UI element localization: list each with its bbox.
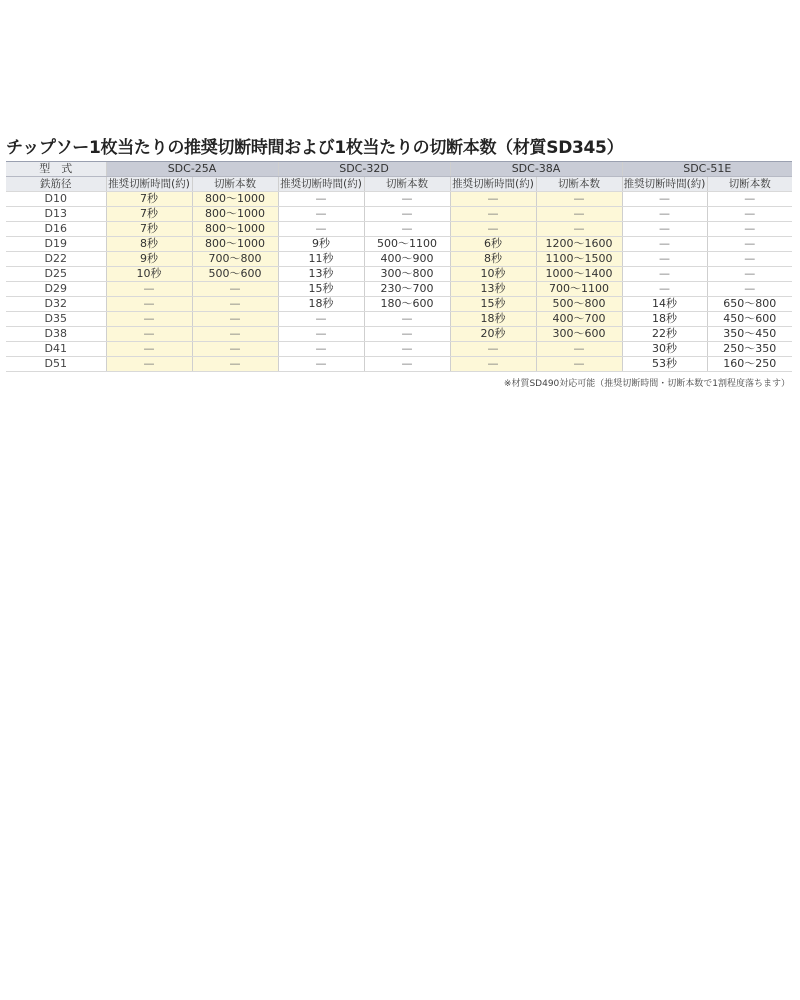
cutting-time-cell: — (106, 342, 192, 357)
cut-count-cell: — (536, 222, 622, 237)
cut-count-cell: — (707, 207, 792, 222)
cut-count-cell: 800～1000 (192, 192, 278, 207)
cut-count-cell: — (707, 237, 792, 252)
cutting-time-cell: 10秒 (450, 267, 536, 282)
cutting-time-cell: — (106, 282, 192, 297)
model-header-sdc-25a: SDC-25A (106, 162, 278, 177)
cut-count-cell: — (364, 192, 450, 207)
type-label: 型 式 (6, 162, 106, 177)
diameter-label: 鉄筋径 (6, 177, 106, 192)
cutting-time-cell: 8秒 (106, 237, 192, 252)
table-row (6, 252, 792, 267)
rebar-diameter-cell: D29 (6, 282, 106, 297)
cutting-time-cell: — (450, 357, 536, 372)
cutting-time-cell: 15秒 (450, 297, 536, 312)
rebar-diameter-cell: D32 (6, 297, 106, 312)
cut-count-cell: — (707, 192, 792, 207)
table-row (6, 327, 792, 342)
cutting-time-cell: — (106, 357, 192, 372)
material-note: ※材質SD490対応可能（推奨切断時間・切断本数で1割程度落ちます） (503, 379, 790, 389)
cut-count-cell: — (707, 282, 792, 297)
table-row (6, 237, 792, 252)
cut-count-cell: — (364, 357, 450, 372)
cut-count-cell: — (192, 282, 278, 297)
count-header: 切断本数 (536, 177, 622, 192)
cutting-spec-table (6, 161, 792, 372)
cut-count-cell: — (192, 312, 278, 327)
cut-count-cell: 500～800 (536, 297, 622, 312)
rebar-diameter-cell: D16 (6, 222, 106, 237)
cut-count-cell: 650～800 (707, 297, 792, 312)
cut-count-cell: — (707, 222, 792, 237)
cutting-time-cell: — (622, 237, 707, 252)
cut-count-cell: 800～1000 (192, 237, 278, 252)
cut-count-cell: 700～1100 (536, 282, 622, 297)
cut-count-cell: 500～1100 (364, 237, 450, 252)
cut-count-cell: 160～250 (707, 357, 792, 372)
cut-count-cell: 700～800 (192, 252, 278, 267)
cut-count-cell: 250～350 (707, 342, 792, 357)
cutting-time-cell: 18秒 (278, 297, 364, 312)
cutting-time-cell: 18秒 (622, 312, 707, 327)
cutting-time-cell: 7秒 (106, 222, 192, 237)
cut-count-cell: 230～700 (364, 282, 450, 297)
table-row (6, 297, 792, 312)
cut-count-cell: 300～800 (364, 267, 450, 282)
table-row (6, 192, 792, 207)
table-row (6, 357, 792, 372)
cutting-time-cell: 7秒 (106, 192, 192, 207)
cutting-time-cell: 8秒 (450, 252, 536, 267)
cutting-time-cell: — (622, 207, 707, 222)
cut-count-cell: — (192, 342, 278, 357)
cut-count-cell: 400～900 (364, 252, 450, 267)
table-row (6, 282, 792, 297)
cut-count-cell: 500～600 (192, 267, 278, 282)
time-header: 推奨切断時間(約) (278, 177, 364, 192)
cutting-time-cell: — (106, 327, 192, 342)
cut-count-cell: — (707, 267, 792, 282)
cut-count-cell: 400～700 (536, 312, 622, 327)
cutting-time-cell: 53秒 (622, 357, 707, 372)
cut-count-cell: 1000～1400 (536, 267, 622, 282)
cut-count-cell: 1200～1600 (536, 237, 622, 252)
cutting-time-cell: 22秒 (622, 327, 707, 342)
table-row (6, 342, 792, 357)
cut-count-cell: — (364, 312, 450, 327)
cutting-time-cell: 10秒 (106, 267, 192, 282)
cut-count-cell: 350～450 (707, 327, 792, 342)
cutting-time-cell: — (622, 192, 707, 207)
rebar-diameter-cell: D10 (6, 192, 106, 207)
cutting-time-cell: — (450, 192, 536, 207)
cut-count-cell: — (364, 327, 450, 342)
cutting-time-cell: 11秒 (278, 252, 364, 267)
cutting-time-cell: 7秒 (106, 207, 192, 222)
model-header-sdc-32d: SDC-32D (278, 162, 450, 177)
table-row (6, 222, 792, 237)
cut-count-cell: — (707, 252, 792, 267)
cutting-time-cell: — (450, 342, 536, 357)
cutting-time-cell: 30秒 (622, 342, 707, 357)
cutting-time-cell: — (278, 357, 364, 372)
cut-count-cell: 800～1000 (192, 222, 278, 237)
cut-count-cell: 300～600 (536, 327, 622, 342)
count-header: 切断本数 (707, 177, 792, 192)
rebar-diameter-cell: D22 (6, 252, 106, 267)
cutting-time-cell: — (106, 297, 192, 312)
rebar-diameter-cell: D35 (6, 312, 106, 327)
cutting-time-cell: 13秒 (278, 267, 364, 282)
count-header: 切断本数 (364, 177, 450, 192)
rebar-diameter-cell: D38 (6, 327, 106, 342)
rebar-diameter-cell: D51 (6, 357, 106, 372)
cut-count-cell: — (192, 327, 278, 342)
cut-count-cell: 800～1000 (192, 207, 278, 222)
cutting-time-cell: 18秒 (450, 312, 536, 327)
cutting-time-cell: — (622, 222, 707, 237)
cutting-time-cell: 20秒 (450, 327, 536, 342)
model-header-sdc-38a: SDC-38A (450, 162, 622, 177)
table-row (6, 267, 792, 282)
cutting-time-cell: 13秒 (450, 282, 536, 297)
rebar-diameter-cell: D25 (6, 267, 106, 282)
cut-count-cell: — (192, 357, 278, 372)
cut-count-cell: — (364, 222, 450, 237)
time-header: 推奨切断時間(約) (450, 177, 536, 192)
cut-count-cell: — (536, 342, 622, 357)
cutting-time-cell: — (622, 282, 707, 297)
cutting-time-cell: 9秒 (278, 237, 364, 252)
cutting-time-cell: — (278, 342, 364, 357)
cut-count-cell: — (364, 207, 450, 222)
cutting-time-cell: — (106, 312, 192, 327)
cut-count-cell: 1100～1500 (536, 252, 622, 267)
cutting-time-cell: — (278, 327, 364, 342)
cutting-time-cell: 9秒 (106, 252, 192, 267)
cut-count-cell: — (536, 357, 622, 372)
model-header-row (6, 162, 792, 177)
cut-count-cell: — (364, 342, 450, 357)
cutting-time-cell: 15秒 (278, 282, 364, 297)
cut-count-cell: — (192, 297, 278, 312)
page-title: チップソー1枚当たりの推奨切断時間および1枚当たりの切断本数（材質SD345） (6, 138, 624, 158)
cutting-time-cell: — (622, 252, 707, 267)
cut-count-cell: — (536, 192, 622, 207)
cutting-time-cell: — (278, 207, 364, 222)
rebar-diameter-cell: D19 (6, 237, 106, 252)
cutting-time-cell: — (278, 222, 364, 237)
table-row (6, 207, 792, 222)
cut-count-cell: 180～600 (364, 297, 450, 312)
cutting-time-cell: — (278, 192, 364, 207)
count-header: 切断本数 (192, 177, 278, 192)
model-header-sdc-51e: SDC-51E (622, 162, 792, 177)
cutting-time-cell: — (622, 267, 707, 282)
cut-count-cell: 450～600 (707, 312, 792, 327)
cutting-time-cell: — (450, 222, 536, 237)
subheader-row (6, 177, 792, 192)
cutting-time-cell: — (278, 312, 364, 327)
cutting-time-cell: 14秒 (622, 297, 707, 312)
cutting-time-cell: 6秒 (450, 237, 536, 252)
rebar-diameter-cell: D13 (6, 207, 106, 222)
time-header: 推奨切断時間(約) (106, 177, 192, 192)
rebar-diameter-cell: D41 (6, 342, 106, 357)
cut-count-cell: — (536, 207, 622, 222)
time-header: 推奨切断時間(約) (623, 178, 706, 190)
cutting-time-cell: — (450, 207, 536, 222)
table-row (6, 312, 792, 327)
